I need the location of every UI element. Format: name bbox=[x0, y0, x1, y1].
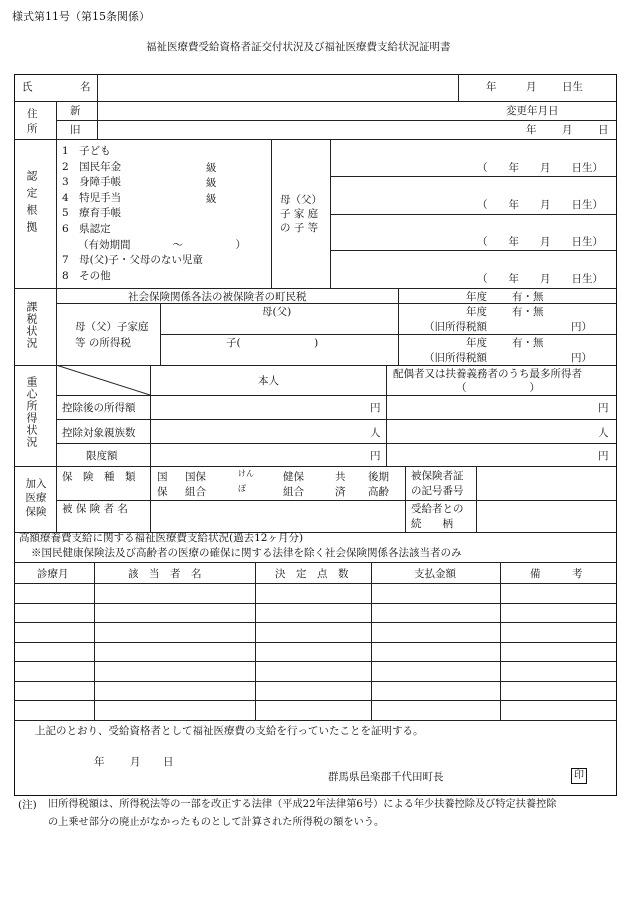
certify-year: 年 bbox=[94, 756, 105, 768]
table-cell[interactable] bbox=[95, 662, 255, 680]
certify-day: 日 bbox=[163, 756, 174, 768]
cert-item: （有効期間 〜 ） bbox=[78, 238, 246, 251]
name-field[interactable] bbox=[98, 75, 458, 100]
child-birth-4[interactable]: （ 年 月 日生） bbox=[477, 273, 603, 285]
change-day: 日 bbox=[598, 124, 609, 136]
table-cell[interactable] bbox=[501, 701, 616, 719]
yen-close-2: 円） bbox=[571, 352, 592, 364]
address-label: 住 bbox=[27, 108, 38, 120]
parent-tax-label: 母(父) bbox=[262, 306, 292, 318]
income-status-label: 重心所得状況 bbox=[25, 376, 38, 448]
address-label-2: 所 bbox=[27, 123, 38, 135]
birth-day: 日生 bbox=[562, 81, 583, 93]
table-cell[interactable] bbox=[372, 584, 500, 602]
col-patient-name: 該 当 者 名 bbox=[128, 568, 202, 580]
ins-type-kumiai-2[interactable]: 組合 bbox=[283, 486, 304, 498]
card-number-label-2: の記号番号 bbox=[411, 485, 464, 497]
note-line-2: の上乗せ部分の廃止がなかったものとして計算された所得税の額をいう。 bbox=[48, 817, 385, 828]
tax-year-3: 年度 bbox=[466, 337, 487, 349]
cert-item[interactable]: 4 特児手当 bbox=[62, 191, 122, 204]
table-cell[interactable] bbox=[372, 643, 500, 661]
parent-income-tax-label-2: 等 の所得税 bbox=[75, 337, 131, 349]
insured-name-field[interactable] bbox=[151, 501, 404, 531]
child-birth-1[interactable]: （ 年 月 日生） bbox=[477, 162, 603, 174]
old-address-field[interactable] bbox=[98, 121, 458, 138]
ins-type-ken[interactable]: けん bbox=[238, 469, 254, 478]
cert-item[interactable]: 1 子ども bbox=[62, 145, 111, 157]
ins-type-po[interactable]: ぽ bbox=[238, 484, 246, 493]
after-deduction-label: 控除後の所得額 bbox=[62, 402, 136, 414]
table-cell[interactable] bbox=[15, 623, 94, 641]
table-cell[interactable] bbox=[372, 701, 500, 719]
table-cell[interactable] bbox=[15, 604, 94, 622]
header-diagonal bbox=[56, 365, 150, 395]
table-cell[interactable] bbox=[256, 584, 371, 602]
old-income-tax-2: （旧所得税額 bbox=[424, 352, 487, 364]
table-cell[interactable] bbox=[372, 623, 500, 641]
mayor-title: 群馬県邑楽郡千代田町長 bbox=[328, 771, 444, 783]
table-cell[interactable] bbox=[95, 584, 255, 602]
table-cell[interactable] bbox=[501, 682, 616, 700]
certification-items bbox=[62, 144, 246, 284]
yen-unit: 円 bbox=[370, 402, 381, 414]
ins-type-kuni[interactable]: 国 bbox=[157, 471, 168, 483]
cert-item[interactable]: 8 その他 bbox=[62, 269, 111, 282]
high-cost-heading: 高額療養費支給に関する福祉医療費支給状況(過去12ヶ月分) bbox=[19, 532, 304, 544]
table-cell[interactable] bbox=[256, 623, 371, 641]
name-label-2: 名 bbox=[80, 81, 91, 93]
seal-mark: 印 bbox=[571, 768, 587, 784]
parent-household-label: 母（父） 子 家 庭 の 子 等 bbox=[280, 194, 322, 234]
birth-month: 月 bbox=[526, 81, 537, 93]
table-cell[interactable] bbox=[15, 584, 94, 602]
ins-type-kumiai[interactable]: 組合 bbox=[185, 486, 206, 498]
table-cell[interactable] bbox=[15, 643, 94, 661]
table-cell[interactable] bbox=[95, 604, 255, 622]
tax-yes-no-2[interactable]: 有・無 bbox=[512, 306, 544, 318]
table-cell[interactable] bbox=[372, 662, 500, 680]
tax-status-label: 課税状況 bbox=[25, 301, 38, 349]
new-address-field[interactable] bbox=[98, 102, 458, 119]
ins-type-ho[interactable]: 保 bbox=[157, 486, 168, 498]
table-cell[interactable] bbox=[15, 682, 94, 700]
ins-type-kyo[interactable]: 共 bbox=[335, 471, 346, 483]
form-title: 福祉医療費受給資格者証交付状況及び福祉医療費支給状況証明書 bbox=[146, 41, 451, 53]
col-points: 決 定 点 数 bbox=[275, 568, 349, 580]
note-line-1: 旧所得税額は、所得税法等の一部を改正する法律（平成22年法律第6号）による年少扶養控除及び特定扶養控除 bbox=[48, 799, 557, 810]
table-cell[interactable] bbox=[256, 604, 371, 622]
ins-type-koki[interactable]: 後期 bbox=[368, 471, 389, 483]
table-row-divider bbox=[14, 720, 617, 721]
relation-label-1: 受給者との bbox=[411, 503, 464, 515]
table-cell[interactable] bbox=[95, 701, 255, 719]
certify-month: 月 bbox=[130, 756, 141, 768]
self-label: 本人 bbox=[258, 375, 279, 387]
ins-type-kenpo[interactable]: 健保 bbox=[283, 471, 304, 483]
parent-income-tax-label-1: 母（父）子家庭 bbox=[75, 321, 149, 333]
insured-town-tax-label: 社会保険関係各法の被保険者の町民税 bbox=[128, 291, 307, 303]
table-cell[interactable] bbox=[15, 662, 94, 680]
table-cell[interactable] bbox=[15, 701, 94, 719]
cert-item[interactable]: 5 療育手帳 bbox=[62, 207, 122, 220]
tax-year-1: 年度 bbox=[466, 291, 487, 303]
note-label: (注) bbox=[18, 799, 37, 811]
table-cell[interactable] bbox=[95, 682, 255, 700]
cert-item[interactable]: 2 国民年金 bbox=[62, 160, 122, 173]
table-cell[interactable] bbox=[256, 682, 371, 700]
table-cell[interactable] bbox=[256, 662, 371, 680]
grade-label: 級 bbox=[206, 177, 217, 189]
yen-close-1: 円） bbox=[571, 321, 592, 333]
person-unit: 人 bbox=[598, 427, 609, 439]
spouse-label: 配偶者又は扶養義務者のうち最多所得者 bbox=[393, 368, 582, 380]
table-cell[interactable] bbox=[372, 682, 500, 700]
table-cell[interactable] bbox=[501, 662, 616, 680]
yen-unit: 円 bbox=[598, 450, 609, 462]
table-cell[interactable] bbox=[501, 584, 616, 602]
ins-type-sai[interactable]: 済 bbox=[335, 486, 346, 498]
grade-label: 級 bbox=[206, 193, 217, 205]
certification-label: 認定根拠 bbox=[25, 170, 38, 238]
relation-field[interactable] bbox=[477, 501, 616, 531]
child-birth-2[interactable]: （ 年 月 日生） bbox=[477, 199, 603, 211]
tax-yes-no-3[interactable]: 有・無 bbox=[512, 337, 544, 349]
tax-year-2: 年度 bbox=[466, 306, 487, 318]
child-birth-3[interactable]: （ 年 月 日生） bbox=[477, 236, 603, 248]
col-payment: 支払金額 bbox=[414, 568, 456, 580]
insurance-label: 加入 医療 保険 bbox=[25, 478, 47, 518]
birth-year: 年 bbox=[486, 81, 497, 93]
col-remarks: 備 考 bbox=[530, 568, 583, 580]
table-cell[interactable] bbox=[501, 623, 616, 641]
certify-statement: 上記のとおり、受給資格者として福祉医療費の支給を行っていたことを証明する。 bbox=[35, 725, 424, 737]
table-cell[interactable] bbox=[95, 623, 255, 641]
col-treatment-month: 診療月 bbox=[37, 568, 69, 580]
table-cell[interactable] bbox=[256, 701, 371, 719]
table-cell[interactable] bbox=[95, 643, 255, 661]
insurance-type-label: 保 険 種 類 bbox=[62, 471, 136, 483]
yen-unit: 円 bbox=[598, 402, 609, 414]
card-number-field[interactable] bbox=[477, 467, 616, 499]
relation-label-2: 続 柄 bbox=[411, 518, 453, 530]
table-cell[interactable] bbox=[256, 643, 371, 661]
name-label: 氏 bbox=[22, 81, 33, 93]
table-cell[interactable] bbox=[372, 604, 500, 622]
table-cell[interactable] bbox=[501, 604, 616, 622]
high-cost-note: ※国民健康保険法及び高齢者の医療の確保に関する法律を除く社会保険関係各法該当者のみ bbox=[31, 547, 462, 559]
limit-label: 限度額 bbox=[86, 450, 118, 462]
insured-name-label: 被 保 険 者 名 bbox=[62, 503, 128, 515]
tax-yes-no-1[interactable]: 有・無 bbox=[512, 291, 544, 303]
grade-label: 級 bbox=[206, 162, 217, 174]
change-date-label: 変更年月日 bbox=[506, 105, 559, 117]
cert-item[interactable]: 6 県認定 bbox=[62, 222, 111, 235]
child-tax-label[interactable]: 子( ) bbox=[226, 337, 319, 349]
cert-item[interactable]: 7 母(父)子・父母のない児童 bbox=[62, 254, 203, 267]
change-year: 年 bbox=[526, 124, 537, 136]
address-old-label: 旧 bbox=[70, 124, 81, 136]
old-income-tax-1: （旧所得税額 bbox=[424, 321, 487, 333]
yen-unit: 円 bbox=[370, 450, 381, 462]
card-number-label-1: 被保険者証 bbox=[411, 470, 464, 482]
form-number: 様式第11号（第15条関係） bbox=[12, 10, 150, 23]
table-cell[interactable] bbox=[501, 643, 616, 661]
cert-item[interactable]: 3 身障手帳 bbox=[62, 176, 122, 189]
spouse-paren[interactable]: （ ） bbox=[456, 382, 540, 394]
dependents-label: 控除対象親族数 bbox=[62, 427, 136, 439]
person-unit: 人 bbox=[370, 427, 381, 439]
change-month: 月 bbox=[562, 124, 573, 136]
address-new-label: 新 bbox=[70, 105, 81, 117]
ins-type-koreisha[interactable]: 高齢 bbox=[368, 486, 389, 498]
ins-type-kokuho[interactable]: 国保 bbox=[185, 471, 206, 483]
